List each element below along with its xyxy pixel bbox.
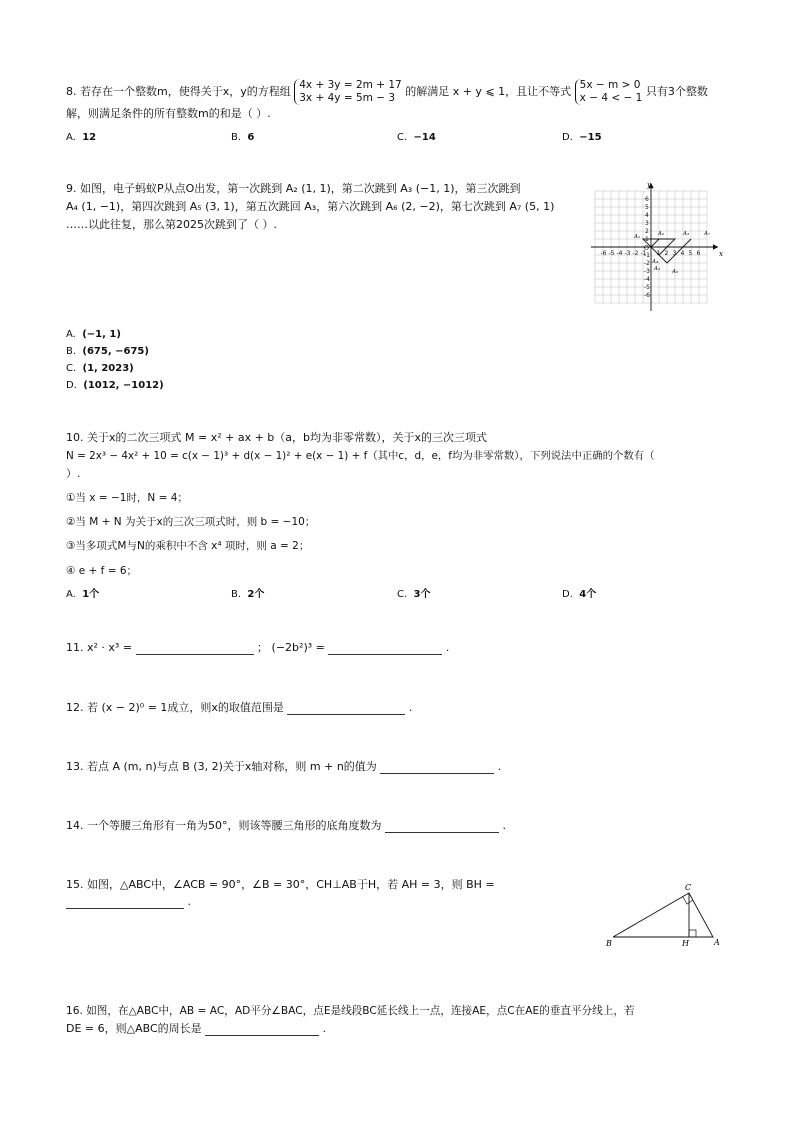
q12-text: 12. 若 (x − 2)⁰ = 1成立，则x的取值范围是 (66, 701, 284, 714)
option-label: D. (562, 589, 573, 600)
x-tick-label: -6 (600, 250, 607, 257)
q15-answer-blank[interactable] (66, 896, 184, 909)
label-b: B (606, 939, 612, 948)
option-value: (−1, 1) (82, 329, 121, 340)
graph-point-label-a1: A₁ (634, 234, 641, 240)
option-value: (1, 2023) (82, 363, 134, 374)
option-value: 1个 (82, 589, 100, 600)
q11-part-b: (−2b²)³ = (271, 641, 325, 654)
label-a: A (714, 938, 720, 947)
q14-line (66, 819, 506, 833)
q10-option-b[interactable] (231, 588, 264, 601)
q8-option-d[interactable] (562, 131, 602, 144)
option-value: 12 (82, 132, 97, 143)
q8-line2: 解，则满足条件的所有整数m的和是（ ）. (66, 107, 271, 120)
q12-end: . (408, 701, 413, 714)
q8-system-2 (575, 79, 643, 105)
q8-text-b: 的解满足 x + y ⩽ 1，且让不等式 (405, 85, 572, 98)
x-tick-label: -5 (608, 250, 615, 257)
q10-line1: 10. 关于x的二次三项式 M = x² + ax + b（a，b均为非零常数），关于x的三次三项式 (66, 431, 488, 444)
y-tick-label: -3 (644, 268, 650, 275)
option-label: B. (231, 132, 242, 143)
q10-statement-1: ①当 x = −1时，N = 4； (66, 492, 188, 504)
q9-option-a[interactable] (66, 328, 121, 341)
option-label: D. (562, 132, 573, 143)
option-value: (675, −675) (82, 346, 149, 357)
q14-answer-blank[interactable] (385, 820, 499, 833)
graph-point-label-a7: A₇ (704, 231, 711, 237)
q8-system-1-row2: 3x + 4y = 5m − 3 (299, 92, 396, 104)
y-tick-label: 1 (645, 236, 649, 243)
option-label: C. (66, 363, 77, 374)
option-value: (1012, −1012) (83, 380, 164, 391)
y-tick-label: -1 (644, 252, 650, 259)
q11-answer-blank-1[interactable] (136, 642, 254, 655)
option-value: −15 (579, 132, 602, 143)
q10-statement-4: ④ e + f = 6； (66, 565, 138, 577)
q8-text-a: 8. 若存在一个整数m，使得关于x，y的方程组 (66, 85, 291, 98)
option-label: B. (231, 589, 242, 600)
q11-part-a: 11. x² · x³ = (66, 641, 133, 654)
x-tick-label: 1 (656, 250, 661, 257)
q8-text-c: 只有3个整数 (645, 85, 708, 98)
q16-line1: 16. 如图，在△ABC中，AB = AC，AD平分∠BAC，点E是线段BC延长线上一点，连接AE，点C在AE的垂直平分线上，若 (66, 1005, 635, 1017)
x-tick-label: -4 (616, 250, 623, 257)
q9-option-c[interactable] (66, 362, 134, 375)
y-tick-label: -5 (644, 284, 650, 291)
x-tick-label: 3 (672, 250, 677, 257)
q9-line3: ……以此往复，那么第2025次跳到了（ ）. (66, 218, 277, 231)
graph-y-axis-label: y (647, 183, 651, 189)
q10-option-c[interactable] (397, 588, 431, 601)
x-tick-label: 2 (664, 250, 669, 257)
x-tick-label: -2 (632, 250, 639, 257)
option-value: −14 (413, 132, 436, 143)
option-label: B. (66, 346, 77, 357)
y-tick-label: -2 (644, 260, 650, 267)
x-tick-label: 4 (680, 250, 685, 257)
q16-line2 (66, 1022, 326, 1036)
q10-statement-2: ②当 M + N 为关于x的三次三项式时，则 b = −10； (66, 516, 316, 528)
option-value: 2个 (247, 589, 265, 600)
q13-answer-blank[interactable] (380, 761, 494, 774)
option-value: 4个 (579, 589, 597, 600)
q10-option-d[interactable] (562, 588, 596, 601)
graph-point-label-a5: A₅ (654, 266, 661, 272)
option-label: A. (66, 329, 76, 340)
graph-point-label-a3: A₃ (683, 231, 690, 237)
q10-statement-3: ③当多项式M与N的乘积中不含 x⁴ 项时，则 a = 2； (66, 540, 310, 552)
q11-separator: ； (257, 641, 269, 654)
q11-end: . (445, 641, 450, 654)
q15-line2 (66, 895, 191, 909)
q15-triangle-figure (603, 880, 723, 950)
q16-text: DE = 6，则△ABC的周长是 (66, 1022, 202, 1035)
y-tick-label: -4 (644, 276, 650, 283)
option-value: 3个 (413, 589, 431, 600)
y-tick-label: 4 (645, 212, 649, 219)
option-label: A. (66, 589, 76, 600)
q8-system-1-row1: 4x + 3y = 2m + 17 (299, 79, 402, 91)
q10-line2: N = 2x³ − 4x² + 10 = c(x − 1)³ + d(x − 1)² + e(x − 1) + f（其中c，d，e，f均为非零常数），下列说法中正确的个数有（ (66, 450, 655, 462)
q15-line1: 15. 如图，△ABC中，∠ACB = 90°，∠B = 30°，CH⊥AB于H，若 AH = 3，则 BH = (66, 878, 495, 891)
y-tick-label: 3 (645, 220, 649, 227)
q12-answer-blank[interactable] (287, 702, 405, 715)
label-h: H (682, 939, 689, 948)
x-tick-label: 6 (696, 250, 701, 257)
option-value: 6 (247, 132, 255, 143)
q14-end: . (502, 819, 506, 832)
q10-line3: ）. (66, 467, 81, 480)
q9-option-b[interactable] (66, 345, 149, 358)
q13-text: 13. 若点 A (m, n)与点 B (3, 2)关于x轴对称，则 m + n的值为 (66, 760, 377, 773)
label-c: C (685, 883, 692, 892)
option-label: D. (66, 380, 77, 391)
option-label: C. (397, 589, 408, 600)
q8-option-c[interactable] (397, 131, 436, 144)
q11-line (66, 641, 449, 655)
x-tick-label: 5 (688, 250, 693, 257)
x-tick-label: -3 (624, 250, 631, 257)
q8-system-2-row1: 5x − m > 0 (579, 79, 641, 91)
graph-point-label-a4: A₄ (652, 259, 659, 265)
q9-line2: A₄ (1, −1)，第四次跳到 A₅ (3, 1)，第五次跳回 A₃，第六次跳到 A₆ (2, −2)，第七次跳到 A₇ (5, 1) (66, 200, 555, 213)
q14-text: 14. 一个等腰三角形有一角为50°，则该等腰三角形的底角度数为 (66, 819, 382, 832)
y-tick-label: -6 (644, 292, 650, 299)
right-angle-mark-h (689, 930, 696, 937)
q9-option-d[interactable] (66, 379, 164, 392)
q9-line1: 9. 如图，电子蚂蚁P从点O出发，第一次跳到 A₂ (1, 1)，第二次跳到 A₃ (−1, 1)，第三次跳到 (66, 182, 521, 195)
q11-answer-blank-2[interactable] (328, 642, 442, 655)
triangle-abc (613, 893, 713, 937)
q16-answer-blank[interactable] (205, 1023, 319, 1036)
q9-coordinate-graph (588, 183, 728, 313)
q8-system-2-row2: x − 4 < − 1 (579, 92, 643, 104)
y-tick-label: 6 (645, 196, 649, 203)
q8-line1 (66, 79, 708, 105)
graph-point-label-a6: A₆ (672, 269, 679, 275)
q16-end: . (322, 1022, 327, 1035)
graph-point-label-a2: A₂ (658, 231, 665, 237)
q13-line (66, 760, 501, 774)
q12-line (66, 701, 412, 715)
q10-option-a[interactable] (66, 588, 99, 601)
y-tick-label: 2 (645, 228, 649, 235)
q8-option-b[interactable] (231, 131, 254, 144)
q13-end: . (497, 760, 502, 773)
x-axis-arrow (713, 245, 717, 249)
y-tick-label: 5 (645, 204, 649, 211)
graph-x-axis-label: x (719, 250, 723, 258)
graph-origin-label: O (644, 245, 649, 252)
q15-end: . (187, 895, 191, 908)
option-label: A. (66, 132, 76, 143)
q8-option-a[interactable] (66, 131, 96, 144)
x-tick-label: -1 (640, 250, 647, 257)
q8-system-1 (294, 79, 401, 105)
option-label: C. (397, 132, 408, 143)
